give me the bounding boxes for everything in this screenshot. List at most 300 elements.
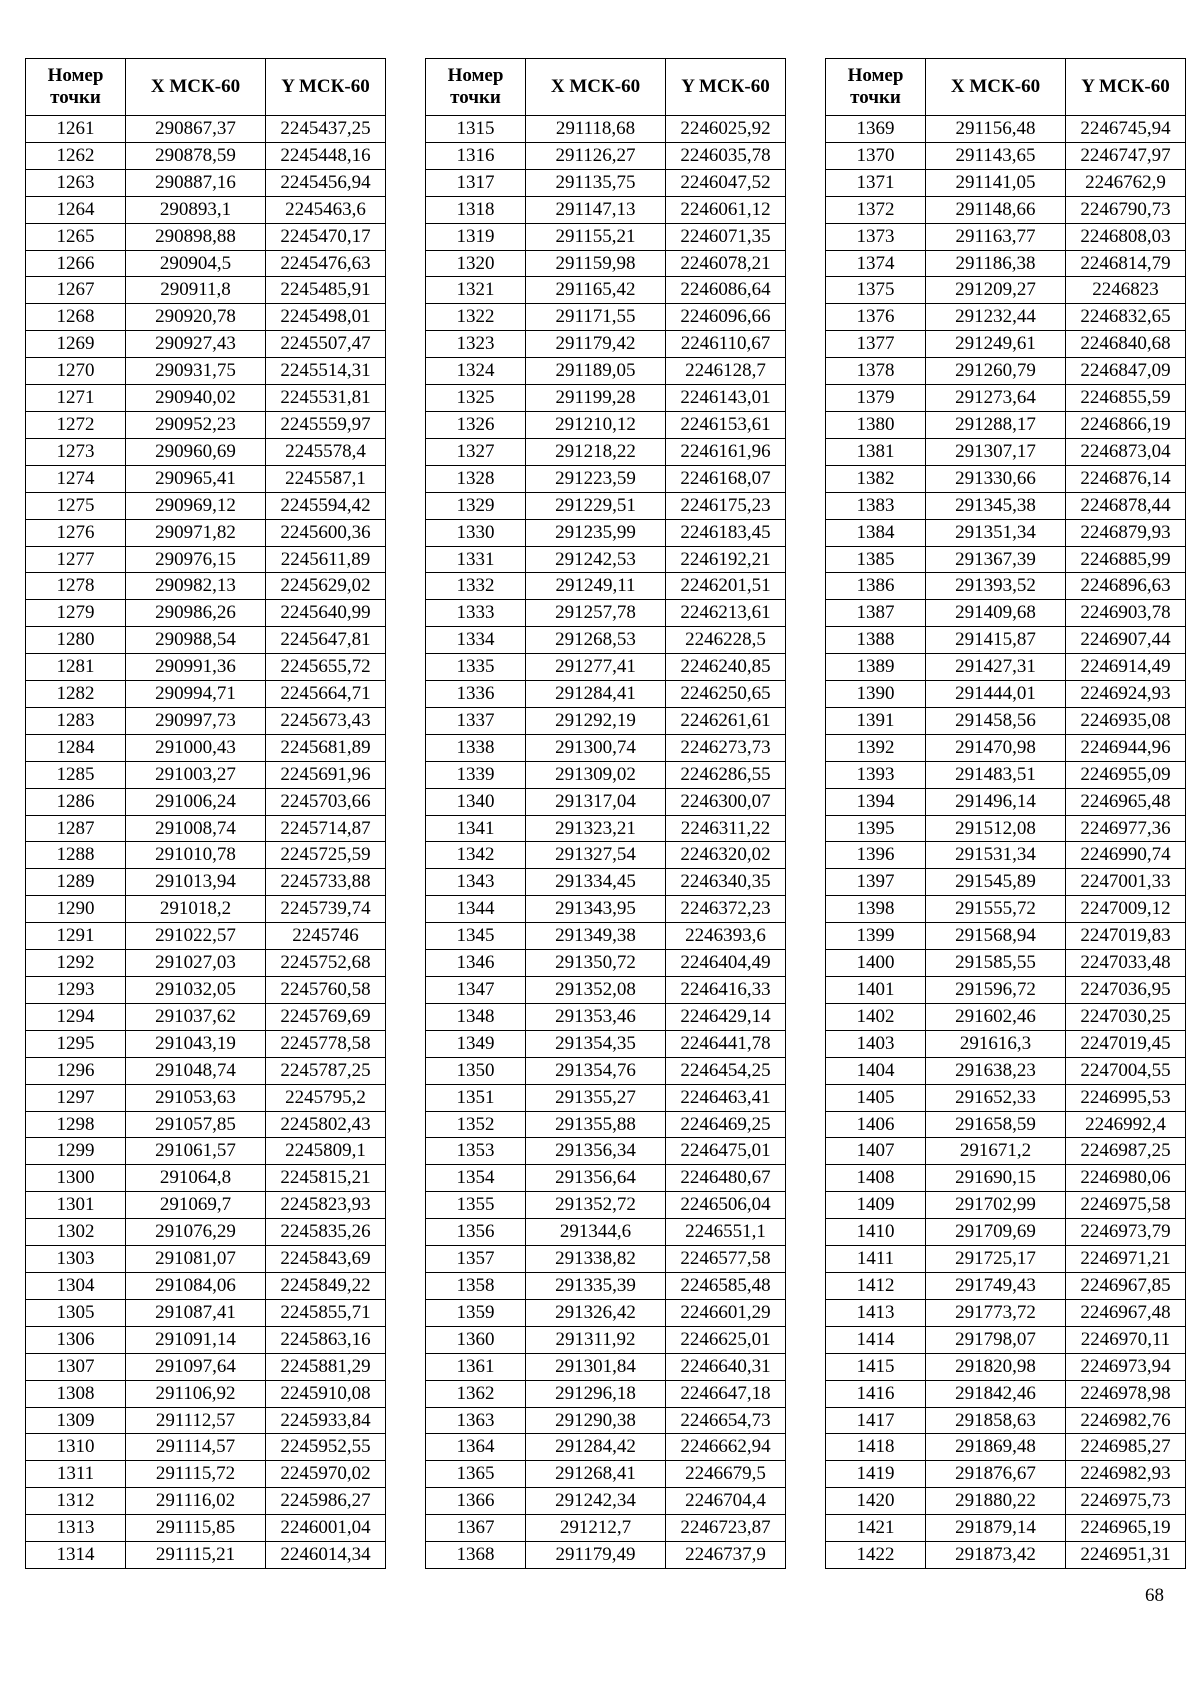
x-coordinate-cell: 291356,34 xyxy=(526,1138,666,1165)
point-number-cell: 1417 xyxy=(826,1407,926,1434)
table-row xyxy=(26,196,386,223)
table-row xyxy=(826,142,1186,169)
x-coordinate-cell: 291242,34 xyxy=(526,1488,666,1515)
table-row xyxy=(426,465,786,492)
x-coordinate-cell: 291147,13 xyxy=(526,196,666,223)
x-coordinate-cell: 291260,79 xyxy=(926,358,1066,385)
x-coordinate-cell: 291415,87 xyxy=(926,627,1066,654)
table-row xyxy=(426,385,786,412)
y-coordinate-cell: 2245809,1 xyxy=(266,1138,386,1165)
point-number-cell: 1287 xyxy=(26,815,126,842)
x-coordinate-cell: 291126,27 xyxy=(526,142,666,169)
y-coordinate-cell: 2246990,74 xyxy=(1066,842,1186,869)
table-row xyxy=(826,116,1186,143)
y-coordinate-cell: 2247019,45 xyxy=(1066,1030,1186,1057)
point-number-cell: 1320 xyxy=(426,250,526,277)
x-coordinate-cell: 291350,72 xyxy=(526,950,666,977)
point-number-cell: 1295 xyxy=(26,1030,126,1057)
point-number-cell: 1296 xyxy=(26,1057,126,1084)
point-number-cell: 1321 xyxy=(426,277,526,304)
table-row xyxy=(826,761,1186,788)
point-number-cell: 1298 xyxy=(26,1111,126,1138)
x-coordinate-cell: 290920,78 xyxy=(126,304,266,331)
y-coordinate-cell: 2246876,14 xyxy=(1066,465,1186,492)
x-coordinate-cell: 291118,68 xyxy=(526,116,666,143)
point-number-cell: 1266 xyxy=(26,250,126,277)
table-row xyxy=(26,977,386,1004)
y-coordinate-cell: 2246404,49 xyxy=(666,950,786,977)
table-row xyxy=(426,1192,786,1219)
x-coordinate-cell: 291671,2 xyxy=(926,1138,1066,1165)
y-coordinate-cell: 2245970,02 xyxy=(266,1461,386,1488)
point-number-cell: 1343 xyxy=(426,869,526,896)
point-number-cell: 1347 xyxy=(426,977,526,1004)
table-row xyxy=(426,492,786,519)
y-coordinate-cell: 2245673,43 xyxy=(266,707,386,734)
table-row xyxy=(826,1434,1186,1461)
x-coordinate-cell: 290898,88 xyxy=(126,223,266,250)
point-number-cell: 1394 xyxy=(826,788,926,815)
table-row xyxy=(26,573,386,600)
table-row xyxy=(826,492,1186,519)
point-number-cell: 1291 xyxy=(26,923,126,950)
x-coordinate-cell: 290986,26 xyxy=(126,600,266,627)
table-row xyxy=(426,169,786,196)
x-coordinate-cell: 291057,85 xyxy=(126,1111,266,1138)
x-coordinate-cell: 291010,78 xyxy=(126,842,266,869)
point-number-cell: 1403 xyxy=(826,1030,926,1057)
y-coordinate-cell: 2245664,71 xyxy=(266,681,386,708)
table-row xyxy=(426,1542,786,1569)
x-coordinate-cell: 291189,05 xyxy=(526,358,666,385)
table-row xyxy=(26,304,386,331)
page-number: 68 xyxy=(1145,1585,1164,1606)
table-row xyxy=(26,896,386,923)
y-coordinate-cell: 2246973,79 xyxy=(1066,1219,1186,1246)
x-coordinate-cell: 291773,72 xyxy=(926,1299,1066,1326)
table-row xyxy=(26,385,386,412)
table-row xyxy=(826,1138,1186,1165)
table-header-row xyxy=(826,59,1186,116)
x-coordinate-cell: 290940,02 xyxy=(126,385,266,412)
y-coordinate-cell: 2246992,4 xyxy=(1066,1111,1186,1138)
table-row xyxy=(426,869,786,896)
table-row xyxy=(426,977,786,1004)
point-number-cell: 1414 xyxy=(826,1326,926,1353)
y-coordinate-cell: 2245681,89 xyxy=(266,734,386,761)
header-x: X МСК-60 xyxy=(926,59,1066,116)
point-number-cell: 1356 xyxy=(426,1219,526,1246)
y-coordinate-cell: 2246855,59 xyxy=(1066,385,1186,412)
table-row xyxy=(26,1084,386,1111)
table-row xyxy=(426,1111,786,1138)
point-number-cell: 1386 xyxy=(826,573,926,600)
point-number-cell: 1326 xyxy=(426,411,526,438)
point-number-cell: 1272 xyxy=(26,411,126,438)
table-row xyxy=(826,1515,1186,1542)
y-coordinate-cell: 2245691,96 xyxy=(266,761,386,788)
table-row xyxy=(826,1057,1186,1084)
table-row xyxy=(426,573,786,600)
point-number-cell: 1360 xyxy=(426,1326,526,1353)
y-coordinate-cell: 2246250,65 xyxy=(666,681,786,708)
table-row xyxy=(826,1111,1186,1138)
x-coordinate-cell: 291223,59 xyxy=(526,465,666,492)
x-coordinate-cell: 291869,48 xyxy=(926,1434,1066,1461)
table-row xyxy=(826,573,1186,600)
x-coordinate-cell: 291148,66 xyxy=(926,196,1066,223)
point-number-cell: 1421 xyxy=(826,1515,926,1542)
point-number-cell: 1420 xyxy=(826,1488,926,1515)
y-coordinate-cell: 2246679,5 xyxy=(666,1461,786,1488)
point-number-cell: 1349 xyxy=(426,1030,526,1057)
table-row xyxy=(426,1138,786,1165)
y-coordinate-cell: 2245640,99 xyxy=(266,600,386,627)
y-coordinate-cell: 2245746 xyxy=(266,923,386,950)
table-row xyxy=(826,1165,1186,1192)
x-coordinate-cell: 291879,14 xyxy=(926,1515,1066,1542)
point-number-cell: 1303 xyxy=(26,1246,126,1273)
table-row xyxy=(826,1488,1186,1515)
table-row xyxy=(426,1030,786,1057)
table-row xyxy=(826,465,1186,492)
table-row xyxy=(26,1542,386,1569)
y-coordinate-cell: 2246747,97 xyxy=(1066,142,1186,169)
y-coordinate-cell: 2246273,73 xyxy=(666,734,786,761)
y-coordinate-cell: 2246240,85 xyxy=(666,654,786,681)
x-coordinate-cell: 291179,49 xyxy=(526,1542,666,1569)
y-coordinate-cell: 2245507,47 xyxy=(266,331,386,358)
x-coordinate-cell: 291307,17 xyxy=(926,438,1066,465)
table-row xyxy=(26,142,386,169)
table-row xyxy=(426,1299,786,1326)
point-number-cell: 1419 xyxy=(826,1461,926,1488)
y-coordinate-cell: 2245594,42 xyxy=(266,492,386,519)
point-number-cell: 1418 xyxy=(826,1434,926,1461)
table-row xyxy=(826,1003,1186,1030)
point-number-cell: 1380 xyxy=(826,411,926,438)
table-body xyxy=(426,116,786,1569)
y-coordinate-cell: 2246201,51 xyxy=(666,573,786,600)
y-coordinate-cell: 2246261,61 xyxy=(666,707,786,734)
table-row xyxy=(826,546,1186,573)
point-number-cell: 1363 xyxy=(426,1407,526,1434)
table-row xyxy=(26,277,386,304)
y-coordinate-cell: 2245456,94 xyxy=(266,169,386,196)
y-coordinate-cell: 2246975,73 xyxy=(1066,1488,1186,1515)
point-number-cell: 1332 xyxy=(426,573,526,600)
point-number-cell: 1316 xyxy=(426,142,526,169)
y-coordinate-cell: 2246873,04 xyxy=(1066,438,1186,465)
table-row xyxy=(426,331,786,358)
y-coordinate-cell: 2246745,94 xyxy=(1066,116,1186,143)
y-coordinate-cell: 2245703,66 xyxy=(266,788,386,815)
table-row xyxy=(26,116,386,143)
point-number-cell: 1313 xyxy=(26,1515,126,1542)
x-coordinate-cell: 291345,38 xyxy=(926,492,1066,519)
y-coordinate-cell: 2246944,96 xyxy=(1066,734,1186,761)
table-row xyxy=(426,116,786,143)
x-coordinate-cell: 291018,2 xyxy=(126,896,266,923)
point-number-cell: 1282 xyxy=(26,681,126,708)
x-coordinate-cell: 291141,05 xyxy=(926,169,1066,196)
table-row xyxy=(826,358,1186,385)
table-row xyxy=(426,788,786,815)
y-coordinate-cell: 2246879,93 xyxy=(1066,519,1186,546)
y-coordinate-cell: 2247036,95 xyxy=(1066,977,1186,1004)
x-coordinate-cell: 291531,34 xyxy=(926,842,1066,869)
x-coordinate-cell: 291798,07 xyxy=(926,1326,1066,1353)
y-coordinate-cell: 2246832,65 xyxy=(1066,304,1186,331)
table-row xyxy=(826,169,1186,196)
y-coordinate-cell: 2246340,35 xyxy=(666,869,786,896)
point-number-cell: 1261 xyxy=(26,116,126,143)
header-y: Y МСК-60 xyxy=(1066,59,1186,116)
y-coordinate-cell: 2246213,61 xyxy=(666,600,786,627)
x-coordinate-cell: 291210,12 xyxy=(526,411,666,438)
y-coordinate-cell: 2246192,21 xyxy=(666,546,786,573)
point-number-cell: 1297 xyxy=(26,1084,126,1111)
point-number-cell: 1338 xyxy=(426,734,526,761)
table-row xyxy=(26,1138,386,1165)
x-coordinate-cell: 291218,22 xyxy=(526,438,666,465)
y-coordinate-cell: 2246823 xyxy=(1066,277,1186,304)
point-number-cell: 1384 xyxy=(826,519,926,546)
y-coordinate-cell: 2246654,73 xyxy=(666,1407,786,1434)
point-number-cell: 1375 xyxy=(826,277,926,304)
y-coordinate-cell: 2246896,63 xyxy=(1066,573,1186,600)
x-coordinate-cell: 291235,99 xyxy=(526,519,666,546)
point-number-cell: 1367 xyxy=(426,1515,526,1542)
point-number-cell: 1319 xyxy=(426,223,526,250)
y-coordinate-cell: 2245714,87 xyxy=(266,815,386,842)
y-coordinate-cell: 2245855,71 xyxy=(266,1299,386,1326)
table-header-row xyxy=(26,59,386,116)
point-number-cell: 1410 xyxy=(826,1219,926,1246)
point-number-cell: 1364 xyxy=(426,1434,526,1461)
y-coordinate-cell: 2245611,89 xyxy=(266,546,386,573)
point-number-cell: 1358 xyxy=(426,1272,526,1299)
point-number-cell: 1329 xyxy=(426,492,526,519)
table-row xyxy=(426,546,786,573)
point-number-cell: 1263 xyxy=(26,169,126,196)
y-coordinate-cell: 2246723,87 xyxy=(666,1515,786,1542)
table-row xyxy=(26,250,386,277)
point-number-cell: 1411 xyxy=(826,1246,926,1273)
x-coordinate-cell: 291702,99 xyxy=(926,1192,1066,1219)
y-coordinate-cell: 2246985,27 xyxy=(1066,1434,1186,1461)
y-coordinate-cell: 2246300,07 xyxy=(666,788,786,815)
table-row xyxy=(426,1380,786,1407)
y-coordinate-cell: 2245587,1 xyxy=(266,465,386,492)
x-coordinate-cell: 291483,51 xyxy=(926,761,1066,788)
x-coordinate-cell: 291354,76 xyxy=(526,1057,666,1084)
x-coordinate-cell: 291171,55 xyxy=(526,304,666,331)
point-number-cell: 1399 xyxy=(826,923,926,950)
coordinates-table-2 xyxy=(425,58,786,1569)
x-coordinate-cell: 291330,66 xyxy=(926,465,1066,492)
x-coordinate-cell: 291326,42 xyxy=(526,1299,666,1326)
table-row xyxy=(26,331,386,358)
x-coordinate-cell: 291335,39 xyxy=(526,1272,666,1299)
table-row xyxy=(826,896,1186,923)
x-coordinate-cell: 291288,17 xyxy=(926,411,1066,438)
table-row xyxy=(826,654,1186,681)
y-coordinate-cell: 2245463,6 xyxy=(266,196,386,223)
y-coordinate-cell: 2246978,98 xyxy=(1066,1380,1186,1407)
point-number-cell: 1334 xyxy=(426,627,526,654)
table-row xyxy=(26,1299,386,1326)
y-coordinate-cell: 2245795,2 xyxy=(266,1084,386,1111)
table-row xyxy=(426,734,786,761)
x-coordinate-cell: 291273,64 xyxy=(926,385,1066,412)
point-number-cell: 1335 xyxy=(426,654,526,681)
y-coordinate-cell: 2246183,45 xyxy=(666,519,786,546)
y-coordinate-cell: 2246014,34 xyxy=(266,1542,386,1569)
x-coordinate-cell: 291367,39 xyxy=(926,546,1066,573)
point-number-cell: 1352 xyxy=(426,1111,526,1138)
table-row xyxy=(826,250,1186,277)
x-coordinate-cell: 291179,42 xyxy=(526,331,666,358)
y-coordinate-cell: 2247009,12 xyxy=(1066,896,1186,923)
x-coordinate-cell: 290982,13 xyxy=(126,573,266,600)
table-row xyxy=(826,869,1186,896)
point-number-cell: 1327 xyxy=(426,438,526,465)
table-row xyxy=(26,169,386,196)
y-coordinate-cell: 2246372,23 xyxy=(666,896,786,923)
x-coordinate-cell: 291343,95 xyxy=(526,896,666,923)
y-coordinate-cell: 2245769,69 xyxy=(266,1003,386,1030)
x-coordinate-cell: 291842,46 xyxy=(926,1380,1066,1407)
y-coordinate-cell: 2246175,23 xyxy=(666,492,786,519)
y-coordinate-cell: 2245952,55 xyxy=(266,1434,386,1461)
point-number-cell: 1290 xyxy=(26,896,126,923)
point-number-cell: 1308 xyxy=(26,1380,126,1407)
point-number-cell: 1285 xyxy=(26,761,126,788)
point-number-cell: 1404 xyxy=(826,1057,926,1084)
point-number-cell: 1317 xyxy=(426,169,526,196)
y-coordinate-cell: 2246982,93 xyxy=(1066,1461,1186,1488)
x-coordinate-cell: 290887,16 xyxy=(126,169,266,196)
table-body xyxy=(826,116,1186,1569)
y-coordinate-cell: 2246808,03 xyxy=(1066,223,1186,250)
point-number-cell: 1372 xyxy=(826,196,926,223)
y-coordinate-cell: 2246647,18 xyxy=(666,1380,786,1407)
x-coordinate-cell: 291292,19 xyxy=(526,707,666,734)
header-point-number: Номер точки xyxy=(426,59,526,116)
point-number-cell: 1339 xyxy=(426,761,526,788)
x-coordinate-cell: 291165,42 xyxy=(526,277,666,304)
point-number-cell: 1322 xyxy=(426,304,526,331)
point-number-cell: 1413 xyxy=(826,1299,926,1326)
table-row xyxy=(26,1488,386,1515)
point-number-cell: 1309 xyxy=(26,1407,126,1434)
y-coordinate-cell: 2246935,08 xyxy=(1066,707,1186,734)
table-row xyxy=(426,896,786,923)
y-coordinate-cell: 2245655,72 xyxy=(266,654,386,681)
point-number-cell: 1289 xyxy=(26,869,126,896)
y-coordinate-cell: 2246393,6 xyxy=(666,923,786,950)
point-number-cell: 1393 xyxy=(826,761,926,788)
point-number-cell: 1270 xyxy=(26,358,126,385)
point-number-cell: 1274 xyxy=(26,465,126,492)
point-number-cell: 1293 xyxy=(26,977,126,1004)
point-number-cell: 1311 xyxy=(26,1461,126,1488)
x-coordinate-cell: 291616,3 xyxy=(926,1030,1066,1057)
point-number-cell: 1314 xyxy=(26,1542,126,1569)
point-number-cell: 1408 xyxy=(826,1165,926,1192)
x-coordinate-cell: 291309,02 xyxy=(526,761,666,788)
y-coordinate-cell: 2245437,25 xyxy=(266,116,386,143)
point-number-cell: 1344 xyxy=(426,896,526,923)
x-coordinate-cell: 291355,27 xyxy=(526,1084,666,1111)
point-number-cell: 1350 xyxy=(426,1057,526,1084)
point-number-cell: 1271 xyxy=(26,385,126,412)
x-coordinate-cell: 291658,59 xyxy=(926,1111,1066,1138)
y-coordinate-cell: 2246737,9 xyxy=(666,1542,786,1569)
table-row xyxy=(26,1326,386,1353)
table-row xyxy=(826,1030,1186,1057)
point-number-cell: 1325 xyxy=(426,385,526,412)
point-number-cell: 1342 xyxy=(426,842,526,869)
table-row xyxy=(26,1219,386,1246)
point-number-cell: 1333 xyxy=(426,600,526,627)
point-number-cell: 1373 xyxy=(826,223,926,250)
point-number-cell: 1280 xyxy=(26,627,126,654)
point-number-cell: 1407 xyxy=(826,1138,926,1165)
table-row xyxy=(426,1488,786,1515)
x-coordinate-cell: 291076,29 xyxy=(126,1219,266,1246)
table-row xyxy=(426,1353,786,1380)
point-number-cell: 1355 xyxy=(426,1192,526,1219)
y-coordinate-cell: 2245725,59 xyxy=(266,842,386,869)
x-coordinate-cell: 291290,38 xyxy=(526,1407,666,1434)
y-coordinate-cell: 2245815,21 xyxy=(266,1165,386,1192)
x-coordinate-cell: 291602,46 xyxy=(926,1003,1066,1030)
table-row xyxy=(26,1434,386,1461)
y-coordinate-cell: 2246480,67 xyxy=(666,1165,786,1192)
table-row xyxy=(26,1030,386,1057)
y-coordinate-cell: 2245485,91 xyxy=(266,277,386,304)
x-coordinate-cell: 291652,33 xyxy=(926,1084,1066,1111)
point-number-cell: 1383 xyxy=(826,492,926,519)
point-number-cell: 1378 xyxy=(826,358,926,385)
x-coordinate-cell: 291268,41 xyxy=(526,1461,666,1488)
y-coordinate-cell: 2245647,81 xyxy=(266,627,386,654)
y-coordinate-cell: 2246601,29 xyxy=(666,1299,786,1326)
y-coordinate-cell: 2246551,1 xyxy=(666,1219,786,1246)
y-coordinate-cell: 2246441,78 xyxy=(666,1030,786,1057)
table-row xyxy=(26,438,386,465)
table-row xyxy=(426,761,786,788)
table-row xyxy=(26,923,386,950)
x-coordinate-cell: 291037,62 xyxy=(126,1003,266,1030)
table-row xyxy=(426,1003,786,1030)
x-coordinate-cell: 291061,57 xyxy=(126,1138,266,1165)
point-number-cell: 1385 xyxy=(826,546,926,573)
y-coordinate-cell: 2246903,78 xyxy=(1066,600,1186,627)
point-number-cell: 1277 xyxy=(26,546,126,573)
x-coordinate-cell: 291409,68 xyxy=(926,600,1066,627)
point-number-cell: 1328 xyxy=(426,465,526,492)
point-number-cell: 1330 xyxy=(426,519,526,546)
point-number-cell: 1382 xyxy=(826,465,926,492)
x-coordinate-cell: 291081,07 xyxy=(126,1246,266,1273)
y-coordinate-cell: 2246840,68 xyxy=(1066,331,1186,358)
x-coordinate-cell: 291638,23 xyxy=(926,1057,1066,1084)
y-coordinate-cell: 2246168,07 xyxy=(666,465,786,492)
x-coordinate-cell: 291585,55 xyxy=(926,950,1066,977)
